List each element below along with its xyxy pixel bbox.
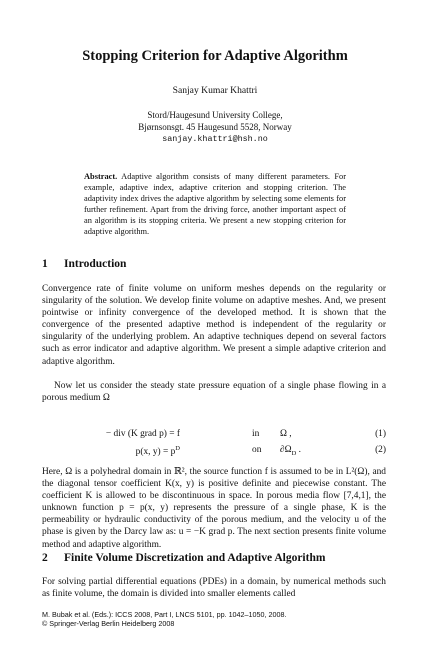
footer-citation: M. Bubak et al. (Eds.): ICCS 2008, Part I, LNCS 5101, pp. 1042–1050, 2008.: [42, 610, 287, 619]
paper-title: Stopping Criterion for Adaptive Algorithm: [82, 48, 348, 64]
footer-copyright: © Springer-Verlag Berlin Heidelberg 2008: [42, 619, 175, 628]
equation-1: [42, 429, 386, 442]
equation-condition: in: [252, 429, 260, 439]
equation-lhs: p(x, $y) = p^D$: [135, 445, 180, 458]
author-name: Sanjay Kumar Khattri: [172, 85, 258, 96]
section-2-paragraph: For solving partial differential equations (PDEs) in a domain, by numerical methods such as finite volume, the domain is divided into smaller elements called: [42, 577, 386, 600]
author-email[interactable]: sanjay.khattri@hsh.no: [162, 134, 268, 144]
equation-2: [42, 445, 386, 458]
equation-subscript: D: [291, 449, 297, 457]
section-title: Finite Volume Discretization and Adaptive Algorithm: [64, 552, 326, 564]
abstract-label: Abstract.: [84, 172, 118, 181]
affiliation-line-1: Stord/Haugesund University College,: [147, 110, 283, 120]
equation-lhs: − div (K grad p) = f: [105, 429, 180, 439]
intro-paragraph-2: Now let us consider the steady state pressure equation of a single phase flowing in a porous medium Ω: [42, 381, 386, 404]
abstract-text: Adaptive algorithm consists of many different parameters. For example, adaptive index, adaptive criterion and stopping criterion. The adaptivity index drives the adaptive algorithm by selecting some elements for further refinement. Apart from the driving force, another important aspect of an algorithm is its stopping criteria. We present a new stopping criterion for adaptive algorithm.: [84, 172, 346, 236]
affiliation: [0, 109, 430, 145]
equation-condition: on: [252, 445, 262, 455]
footer: [42, 610, 287, 628]
equation-domain: Ω ,: [280, 429, 292, 439]
intro-paragraph-1: Convergence rate of finite volume on uniform meshes depends on the regularity or singularity of the solution. We develop finite volume on adaptive meshes. And, we present pointwise or infinity convergence of the developed method. It is shown that the convergence of the presented adaptive method is independent of the regularity or singularity of the underlying problem. An adaptive techniques depend on several factors such as error indicator and adaptive algorithm. We present a simple adaptive criterion and adaptive algorithm.: [42, 284, 386, 367]
equation-number: (2): [375, 445, 386, 455]
section-title: Introduction: [64, 258, 127, 270]
affiliation-line-2: Bjørnsonsgt. 45 Haugesund 5528, Norway: [138, 122, 292, 132]
equation-domain: $\partial\Omega_D$ .: [280, 445, 301, 457]
equation-number: (1): [375, 429, 386, 439]
section-number: 1: [42, 258, 48, 270]
equation-superscript: D: [175, 445, 180, 452]
section-heading-1: [42, 258, 126, 270]
intro-paragraph-3: Here, Ω is a polyhedral domain in ℝ², the source function f is assumed to be in L²(Ω), and the diagonal tensor coefficient K(x, y) is positive definite and piecewise constant. The coefficient K is allowed to be discontinuous in space. In porous media flow [7,4,1], the unknown function p = p(x, y) represents the pressure of a single phase, K is the permeability or hydraulic conductivity of the porous medium, and the velocity u of the phase is given by the Darcy law as: u = −K grad p. The next section presents finite volume method and adaptive algorithm.: [42, 467, 386, 550]
section-number: 2: [42, 552, 48, 564]
abstract: [84, 171, 346, 237]
section-heading-2: [42, 552, 325, 564]
